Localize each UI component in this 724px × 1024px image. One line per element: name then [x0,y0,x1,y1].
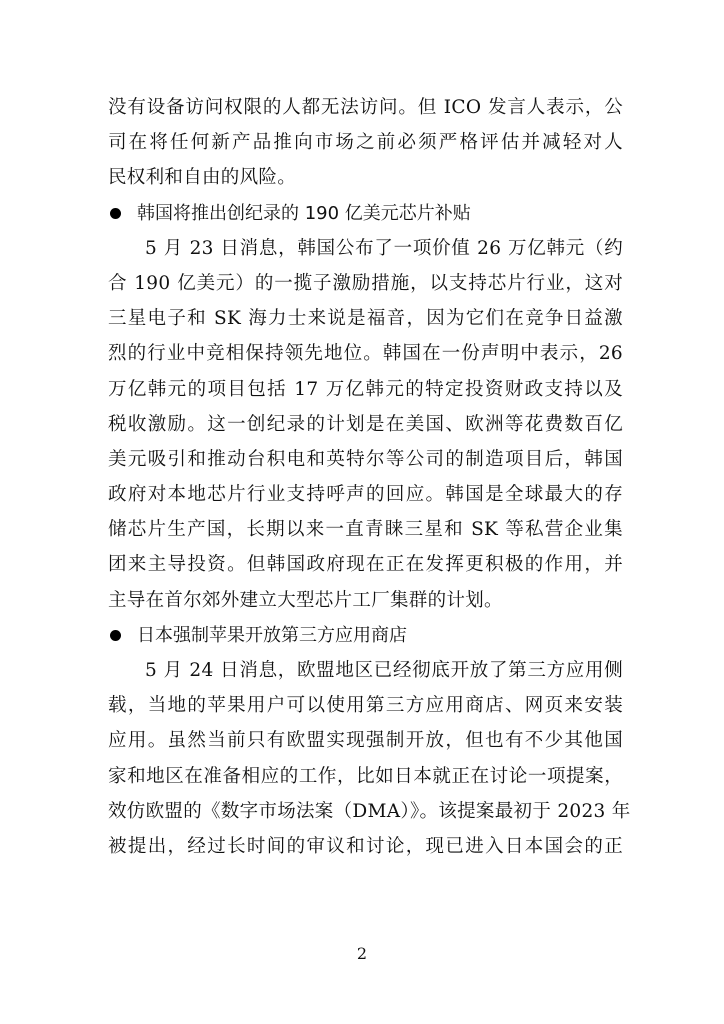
paragraph-line: 应用。虽然当前只有欧盟实现强制开放，但也有不少其他国 [108,730,623,752]
paragraph-line: 家和地区在准备相应的工作，比如日本就正在讨论一项提案， [108,765,623,787]
page-number: 2 [356,944,368,963]
section-heading-text: 韩国将推出创纪录的 190 亿美元芯片补贴 [137,202,471,224]
paragraph-line: 合 190 亿美元）的一揽子激励措施，以支持芯片行业，这对 [108,272,623,294]
paragraph-line: 团来主导投资。但韩国政府现在正在发挥更积极的作用，并 [108,554,623,576]
japan-paragraph [108,653,631,864]
page-body [108,90,631,864]
paragraph-line: 储芯片生产国，长期以来一直青睐三星和 SK 等私营企业集 [108,519,623,541]
section-heading-japan [108,618,623,653]
paragraph-line: 美元吸引和推动台积电和英特尔等公司的制造项目后，韩国 [108,448,623,470]
paragraph-line: 主导在首尔郊外建立大型芯片工厂集群的计划。 [108,589,503,611]
paragraph-line: 民权利和自由的风险。 [108,167,297,189]
intro-paragraph [108,90,623,196]
paragraph-line: 被提出，经过长时间的审议和讨论，现已进入日本国会的正 [108,835,623,857]
paragraph-line: 司在将任何新产品推向市场之前必须严格评估并减轻对人 [108,132,623,154]
paragraph-line: 5 月 23 日消息，韩国公布了一项价值 26 万亿韩元（约 [145,237,623,259]
paragraph-line: 三星电子和 SK 海力士来说是福音，因为它们在竞争日益激 [108,308,623,330]
section-heading-korea [108,196,623,231]
paragraph-line: 万亿韩元的项目包括 17 万亿韩元的特定投资财政支持以及 [108,378,623,400]
paragraph-line: 效仿欧盟的《数字市场法案（DMA）》。该提案最初于 2023 年 [108,800,631,822]
bullet-icon [110,630,121,641]
paragraph-line: 税收激励。这一创纪录的计划是在美国、欧洲等花费数百亿 [108,413,623,435]
bullet-icon [110,208,121,219]
korea-paragraph [108,231,623,618]
paragraph-line: 政府对本地芯片行业支持呼声的回应。韩国是全球最大的存 [108,484,623,506]
paragraph-line: 5 月 24 日消息，欧盟地区已经彻底开放了第三方应用侧 [145,660,623,681]
section-heading-text: 日本强制苹果开放第三方应用商店 [137,624,407,646]
paragraph-line: 没有设备访问权限的人都无法访问。但 ICO 发言人表示，公 [108,97,623,118]
paragraph-line: 载，当地的苹果用户可以使用第三方应用商店、网页来安装 [108,695,623,717]
paragraph-line: 烈的行业中竞相保持领先地位。韩国在一份声明中表示，26 [108,343,623,365]
